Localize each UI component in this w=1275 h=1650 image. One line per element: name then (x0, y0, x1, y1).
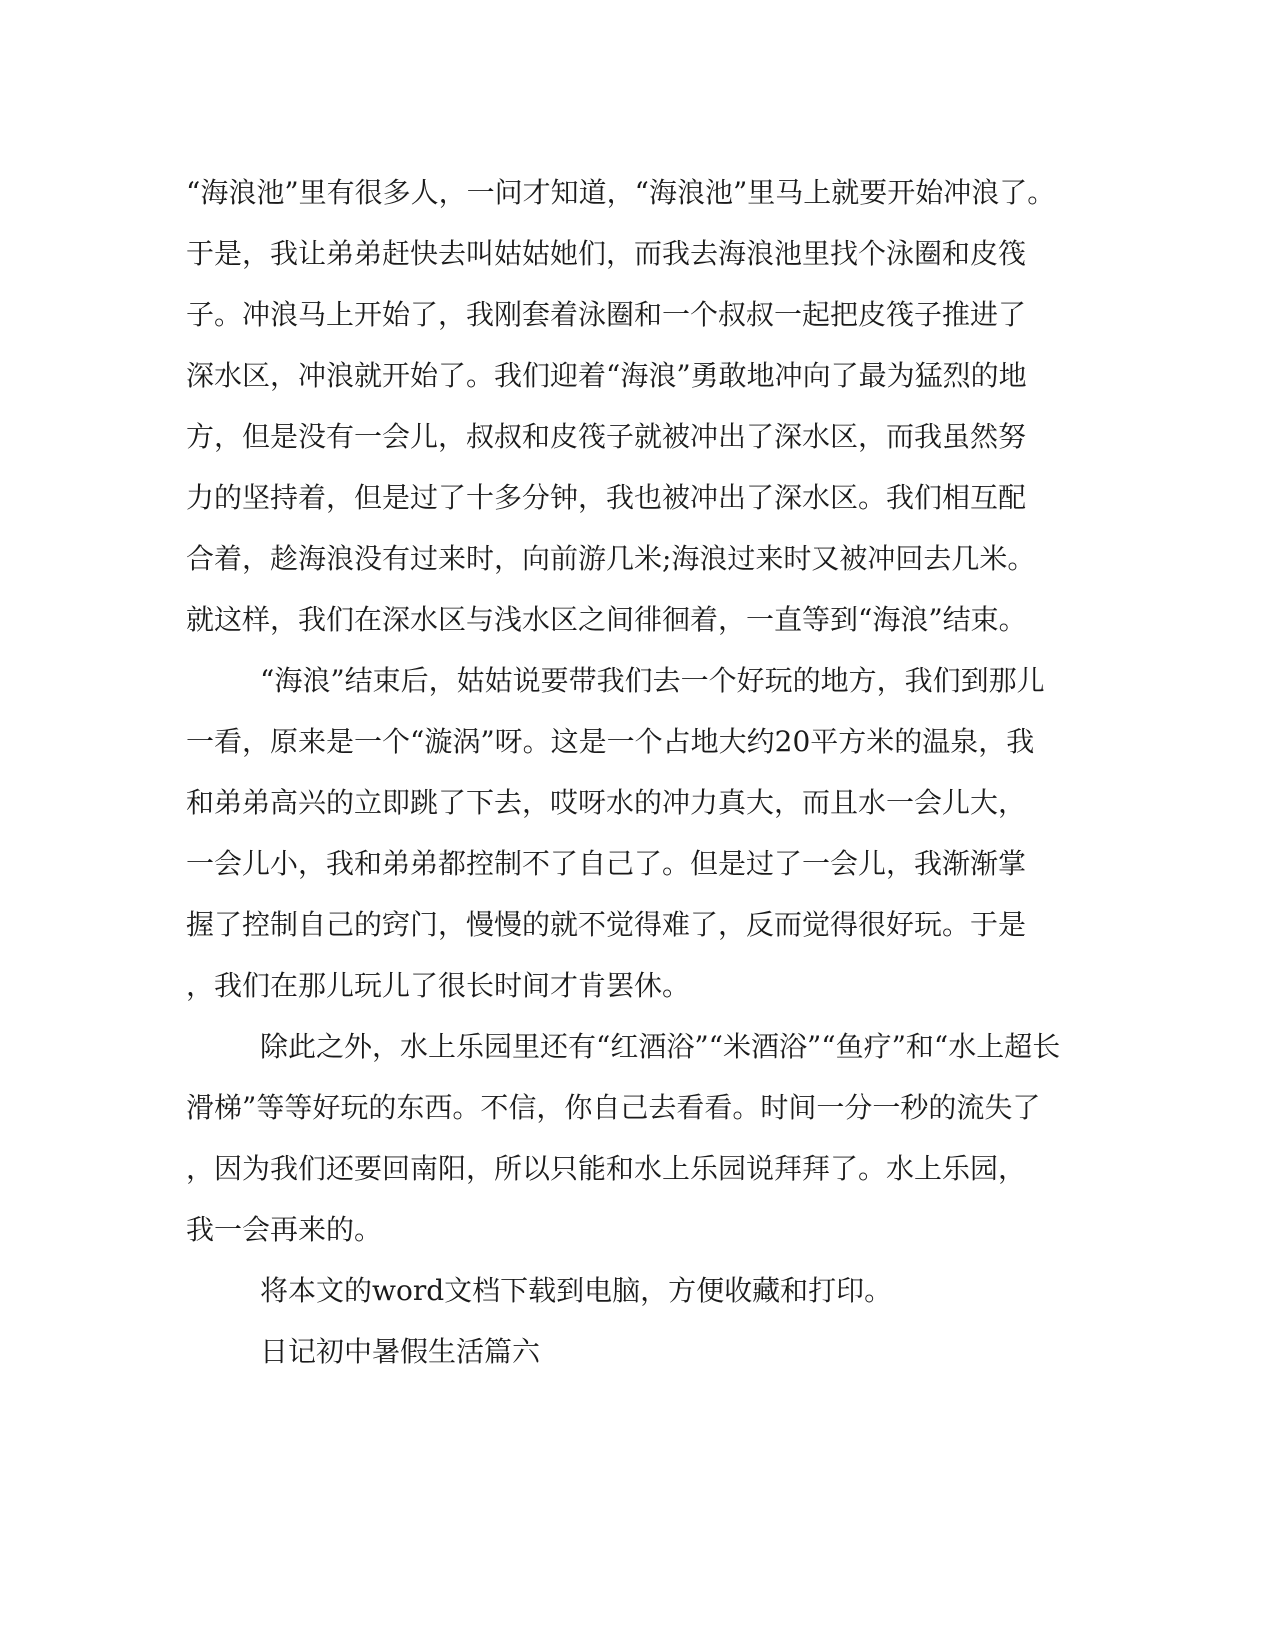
paragraph-line: 握了控制自己的窍门，慢慢的就不觉得难了，反而觉得很好玩。于是 (186, 908, 1027, 941)
paragraph-line: 我一会再来的。 (186, 1213, 383, 1246)
document-body (186, 162, 1086, 1382)
paragraph-2 (186, 650, 1086, 1016)
paragraph-line: 就这样，我们在深水区与浅水区之间徘徊着，一直等到“海浪”结束。 (186, 603, 1027, 636)
paragraph-line: 方，但是没有一会儿，叔叔和皮筏子就被冲出了深水区，而我虽然努 (186, 420, 1027, 453)
paragraph-1 (186, 162, 1086, 650)
paragraph-line: “海浪池”里有很多人，一问才知道，“海浪池”里马上就要开始冲浪了。 (186, 176, 1056, 209)
paragraph-line: ，因为我们还要回南阳，所以只能和水上乐园说拜拜了。水上乐园， (186, 1152, 1027, 1185)
paragraph-line: 子。冲浪马上开始了，我刚套着泳圈和一个叔叔一起把皮筏子推进了 (186, 298, 1027, 331)
download-note: 将本文的word文档下载到电脑，方便收藏和打印。 (260, 1274, 893, 1307)
paragraph-line: 一看，原来是一个“漩涡”呀。这是一个占地大约20平方米的温泉，我 (186, 725, 1035, 758)
paragraph-line: ，我们在那儿玩儿了很长时间才肯罢休。 (186, 969, 691, 1002)
paragraph-3 (186, 1016, 1086, 1260)
paragraph-line: 合着，趁海浪没有过来时，向前游几米;海浪过来时又被冲回去几米。 (186, 542, 1036, 575)
paragraph-line: 除此之外，水上乐园里还有“红酒浴”“米酒浴”“鱼疗”和“水上超长 (260, 1030, 1061, 1063)
paragraph-line: 滑梯”等等好玩的东西。不信，你自己去看看。时间一分一秒的流失了 (186, 1091, 1041, 1124)
paragraph-line: 力的坚持着，但是过了十多分钟，我也被冲出了深水区。我们相互配 (186, 481, 1027, 514)
paragraph-line: 一会儿小，我和弟弟都控制不了自己了。但是过了一会儿，我渐渐掌 (186, 847, 1027, 880)
paragraph-line: 和弟弟高兴的立即跳了下去，哎呀水的冲力真大，而且水一会儿大， (186, 786, 1027, 819)
paragraph-line: 于是，我让弟弟赶快去叫姑姑她们，而我去海浪池里找个泳圈和皮筏 (186, 237, 1027, 270)
next-article-title: 日记初中暑假生活篇六 (260, 1335, 541, 1368)
paragraph-line: 深水区，冲浪就开始了。我们迎着“海浪”勇敢地冲向了最为猛烈的地 (186, 359, 1027, 392)
paragraph-line: “海浪”结束后，姑姑说要带我们去一个好玩的地方，我们到那儿 (260, 664, 1045, 697)
